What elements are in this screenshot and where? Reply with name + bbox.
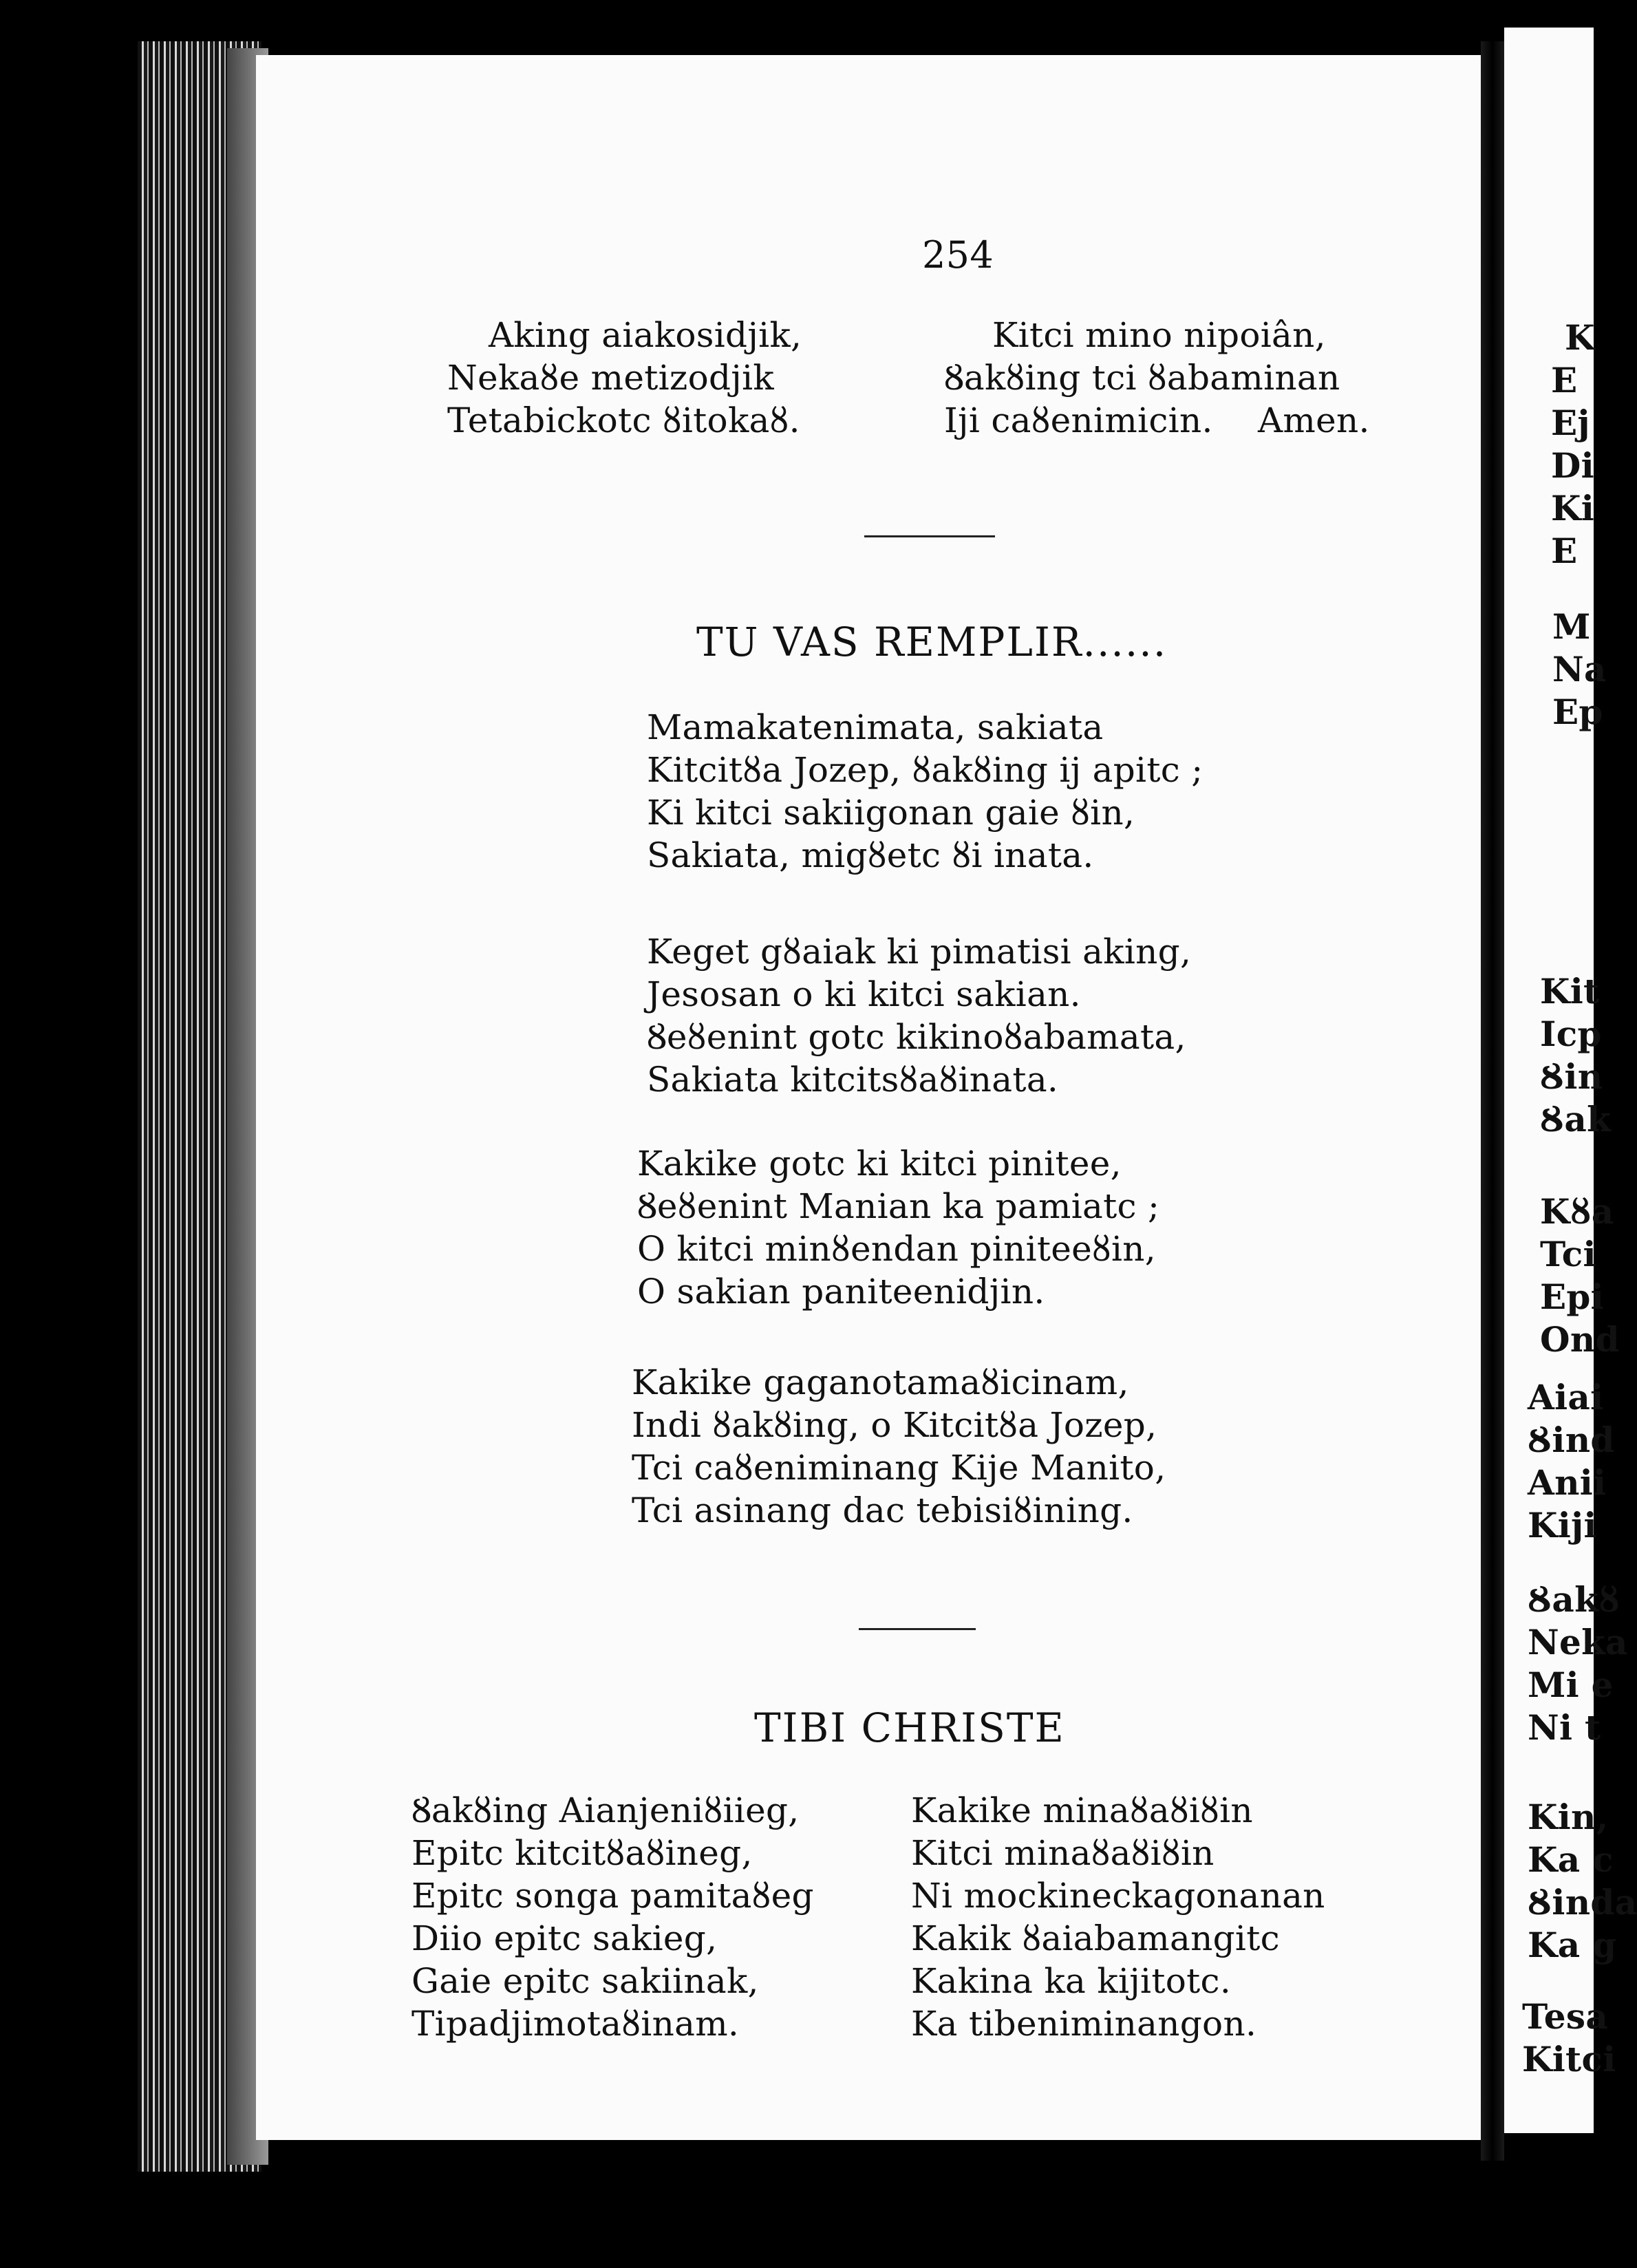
verse-line: Ȣakȣing Aianjeniȣiieg, [411, 1790, 800, 1830]
verse-line: Ka tibeniminangon. [911, 2004, 1257, 2044]
fragment-line: Kin, [1528, 1797, 1609, 1837]
facing-page-lines [1540, 1190, 1620, 1361]
verse-line: Ȣeȣenint gotc kikinoȣabamata, [647, 1017, 1186, 1057]
verse-line: Kakike minaȣaȣiȣin [911, 1790, 1253, 1830]
verse-line: Kakike gaganotamaȣicinam, [632, 1362, 1129, 1402]
fragment-line: Ȣakȣ [1528, 1579, 1620, 1620]
fragment-line: Tesa [1522, 1996, 1609, 2037]
hymn-title: TIBI CHRISTE [754, 1704, 1065, 1751]
fragment-line: Ka c [1528, 1839, 1614, 1880]
hymn-stanza [632, 1361, 1166, 1532]
fragment-line: Mi e [1528, 1665, 1614, 1705]
verse-line: Epitc songa pamitaȣeg [411, 1876, 814, 1916]
fragment-line: Ȣak [1540, 1099, 1612, 1140]
verse-line: Kakike gotc ki kitci pinitee, [637, 1144, 1122, 1184]
verse-line: O sakian paniteenidjin. [637, 1272, 1045, 1312]
fragment-line: Kȣa [1540, 1191, 1614, 1232]
verse-line: Kitci minaȣaȣiȣin [911, 1833, 1215, 1873]
hymn-stanza [637, 1142, 1159, 1313]
verse-line: Jesosan o ki kitci sakian. [647, 974, 1081, 1014]
verse-line: Kakina ka kijitotc. [911, 1961, 1232, 2001]
verse-line: Keget gȣaiak ki pimatisi aking, [647, 932, 1192, 972]
verse-line: Kitcitȣa Jozep, ȣakȣing ij apitc ; [647, 750, 1203, 790]
fragment-line: Aiai [1528, 1377, 1604, 1418]
hymn-stanza [647, 930, 1191, 1101]
fragment-line: Tci [1540, 1234, 1596, 1274]
fragment-line: Ȣind [1528, 1420, 1615, 1460]
facing-page-lines [1540, 970, 1611, 1141]
fragment-line: Kit [1540, 971, 1600, 1012]
amen: Amen. [1258, 400, 1370, 440]
verse-line: Iji caȣenimicin. [944, 400, 1213, 440]
hymn-title: TU VAS REMPLIR...... [696, 619, 1168, 665]
fragment-line: Neka [1528, 1622, 1628, 1662]
verse-line: Epitc kitcitȣaȣineg, [411, 1833, 753, 1873]
verse-line: Nekaȣe metizodjik [447, 358, 774, 398]
fragment-line: Kitci [1522, 2039, 1616, 2079]
fragment-line: E [1551, 531, 1578, 571]
fragment-line: Ni t [1528, 1707, 1601, 1748]
verse-line: Tetabickotc ȣitokaȣ. [447, 400, 800, 440]
verse-line: Mamakatenimata, sakiata [647, 707, 1104, 747]
fragment-line: Icp [1540, 1014, 1602, 1054]
fragment-line: E [1551, 360, 1578, 400]
verse-line: Sakiata kitcitsȣaȣinata. [647, 1060, 1059, 1100]
verse-line: Ȣakȣing tci ȣabaminan [944, 358, 1340, 398]
verse-line: Sakiata, migȣetc ȣi inata. [647, 835, 1094, 875]
fragment-line: Ej [1551, 403, 1590, 443]
verse-line: Ni mockineckagonanan [911, 1876, 1325, 1916]
verse-line: Kakik ȣaiabamangitc [911, 1918, 1280, 1958]
facing-page-lines [1528, 1376, 1615, 1547]
fragment-line: M [1552, 606, 1591, 647]
verse-line: Gaie epitc sakiinak, [411, 1961, 759, 2001]
fragment-line: Ond [1540, 1319, 1620, 1360]
verse-line: O kitci minȣendan piniteeȣin, [637, 1229, 1156, 1269]
separator-rule [859, 1628, 976, 1630]
fragment-line: Ep [1552, 692, 1603, 732]
fragment-line: Kiji [1528, 1505, 1597, 1545]
facing-page-lines [1528, 1579, 1628, 1749]
book-gutter [1481, 41, 1504, 2161]
verse-line: Aking aiakosidjik, [489, 315, 802, 355]
facing-page-lines [1552, 606, 1607, 734]
facing-page-lines [1551, 317, 1595, 573]
fragment-line: Na [1552, 649, 1607, 689]
hymn-right-column [911, 1789, 1325, 2045]
fragment-line: Ȣin [1540, 1056, 1603, 1097]
verse-line: Kitci mino nipoiân, [992, 315, 1326, 355]
verse-line: Ki kitci sakiigonan gaie ȣin, [647, 793, 1135, 833]
fragment-line: Anii [1528, 1462, 1607, 1503]
fragment-line: Ka g [1528, 1925, 1617, 1965]
fragment-line: K [1565, 317, 1595, 358]
facing-page-lines [1528, 1796, 1637, 1967]
top-stanza-left [447, 314, 802, 442]
fragment-line: Di [1551, 445, 1594, 486]
verse-line: Indi ȣakȣing, o Kitcitȣa Jozep, [632, 1405, 1157, 1445]
fragment-line: Ki [1551, 488, 1595, 528]
facing-page-lines [1522, 1996, 1616, 2081]
verse-line: Tci asinang dac tebisiȣining. [632, 1490, 1133, 1530]
verse-line: Tci caȣeniminang Kije Manito, [632, 1448, 1166, 1488]
verse-line: Diio epitc sakieg, [411, 1918, 718, 1958]
hymn-stanza [647, 706, 1203, 877]
verse-line: Tipadjimotaȣinam. [411, 2004, 740, 2044]
verse-line: Ȣeȣenint Manian ka pamiatc ; [637, 1186, 1160, 1226]
hymn-left-column [411, 1789, 814, 2045]
fragment-line: Ȣinda [1528, 1882, 1637, 1923]
page-number: 254 [922, 233, 994, 277]
separator-rule [864, 535, 995, 537]
facing-page [1504, 28, 1637, 2133]
fragment-line: Epi [1540, 1276, 1604, 1317]
